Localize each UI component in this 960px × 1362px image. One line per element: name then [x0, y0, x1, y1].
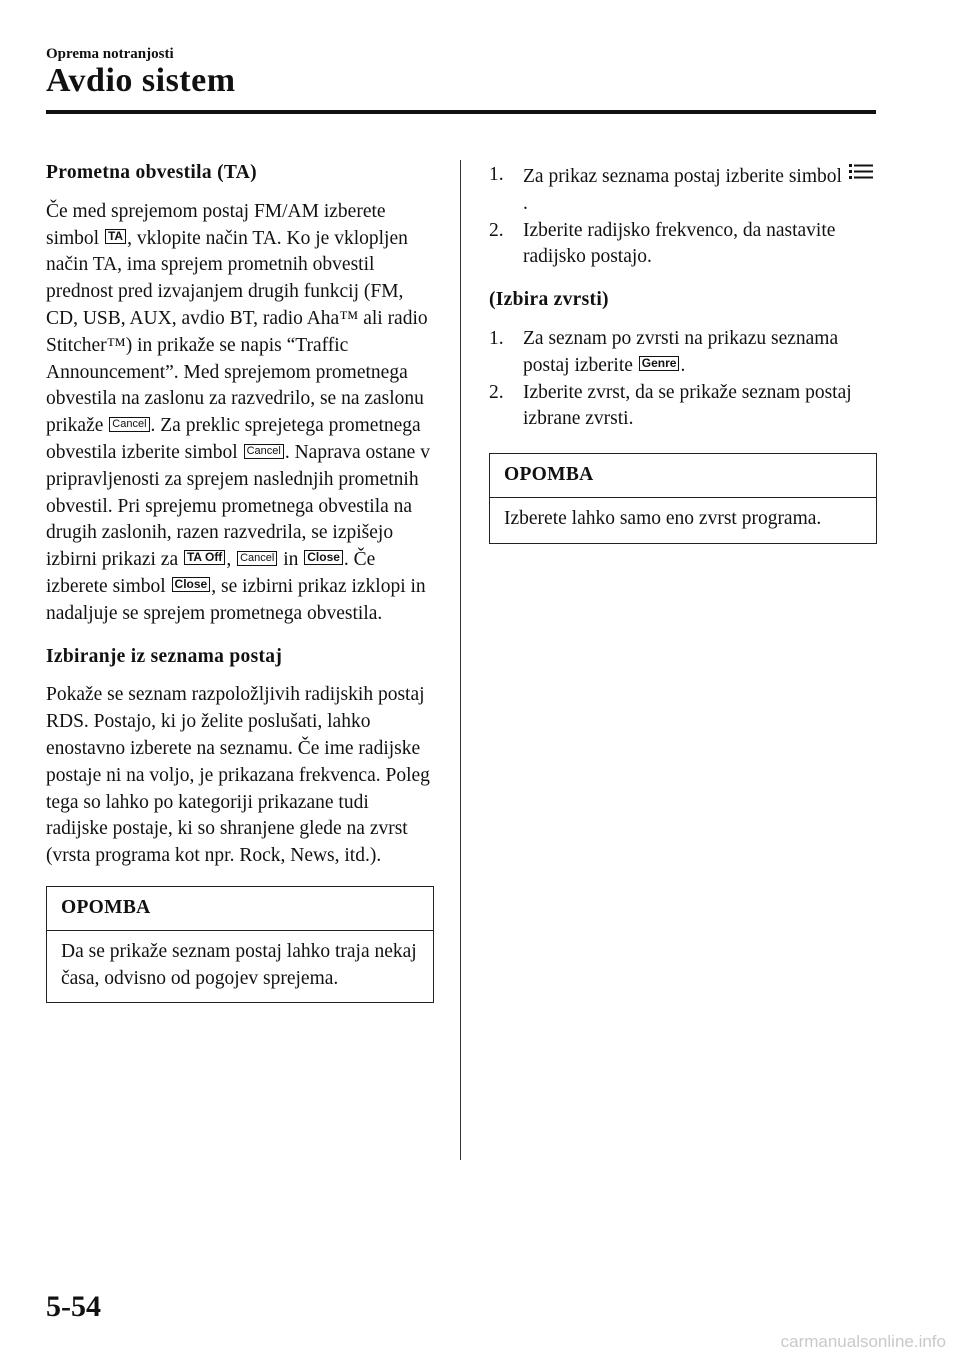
ta-button-icon: TA [105, 229, 126, 244]
list-icon [848, 162, 874, 180]
column-divider [460, 160, 461, 1160]
section-heading-station-list: Izbiranje iz seznama postaj [46, 645, 283, 667]
page-title: Avdio sistem [46, 62, 236, 99]
breadcrumb: Oprema notranjosti [46, 46, 174, 62]
genre-steps [489, 326, 877, 433]
list-item: 1. Za seznam po zvrsti na prikazu seznama postaj izberite Genre . [489, 327, 839, 376]
note-body: Da se prikaže seznam postaj lahko traja nekaj časa, odvisno od pogojev sprejema. [61, 940, 417, 989]
note-title: OPOMBA [490, 454, 876, 498]
note-box [489, 453, 877, 544]
title-rule [46, 110, 876, 114]
close-button-icon: Close [304, 550, 343, 565]
section-heading-genre: (Izbira zvrsti) [489, 289, 609, 311]
page-number: 5-54 [46, 1290, 101, 1323]
cancel-button-icon: Cancel [237, 551, 277, 566]
section-heading-ta: Prometna obvestila (TA) [46, 162, 257, 183]
station-list-steps [489, 162, 877, 271]
note-title: OPOMBA [47, 887, 433, 931]
close-button-icon: Close [172, 577, 211, 592]
ta-paragraph: Če med sprejemom postaj FM/AM izberete simbol TA , vklopite način TA. Ko je vklopljen način TA, ima sprejem prometnih obvestil prednost pred izvajanjem drugih funkcij (FM, CD, USB, AUX, avdio BT, radio Aha™ ali radio Stitcher™) in prikaže se napis “Traffic Announcement”. Med sprejemom prometnega obvestila na zaslonu za razvedrilo, se na zaslonu prikaže Cancel . Za preklic sprejetega prometnega obvestila izberite simbol Cancel . Naprava ostane v pripravljenosti za sprejem naslednjih prometnih obvestil. Pri sprejemu prometnega obvestila na drugih zaslonih, razen razvedrila, se izpišejo izbirni prikazi za TA Off , Cancel in Close . Če izberete simbol Close , se izbirni prikaz izklopi in nadaljuje se sprejem prometnega obvestila. [46, 200, 430, 624]
note-body: Izberete lahko samo eno zvrst programa. [504, 507, 822, 529]
list-item: 2. Izberite radijsko frekvenco, da nastavite radijsko postajo. [489, 219, 836, 268]
ta-off-button-icon: TA Off [184, 550, 225, 565]
watermark: carmanualsonline.info [780, 1332, 946, 1351]
right-column [489, 162, 877, 544]
cancel-button-icon: Cancel [109, 417, 149, 432]
left-column [46, 160, 434, 1003]
list-item: 2. Izberite zvrst, da se prikaže seznam postaj izbrane zvrsti. [489, 381, 852, 430]
list-item: 1. Za prikaz seznama postaj izberite simbol . [489, 162, 877, 218]
station-list-paragraph: Pokaže se seznam razpoložljivih radijskih postaj RDS. Postajo, ki jo želite poslušati, lahko enostavno izberete na seznamu. Če ime radijske postaje ni na voljo, je prikazana frekvenca. Poleg tega so lahko po kategoriji prikazane tudi radijske postaje, ki so shranjene glede na zvrst (vrsta programa kot npr. Rock, News, itd.). [46, 684, 430, 867]
genre-button-icon: Genre [639, 356, 680, 371]
note-box [46, 886, 434, 1003]
cancel-button-icon: Cancel [244, 444, 284, 459]
